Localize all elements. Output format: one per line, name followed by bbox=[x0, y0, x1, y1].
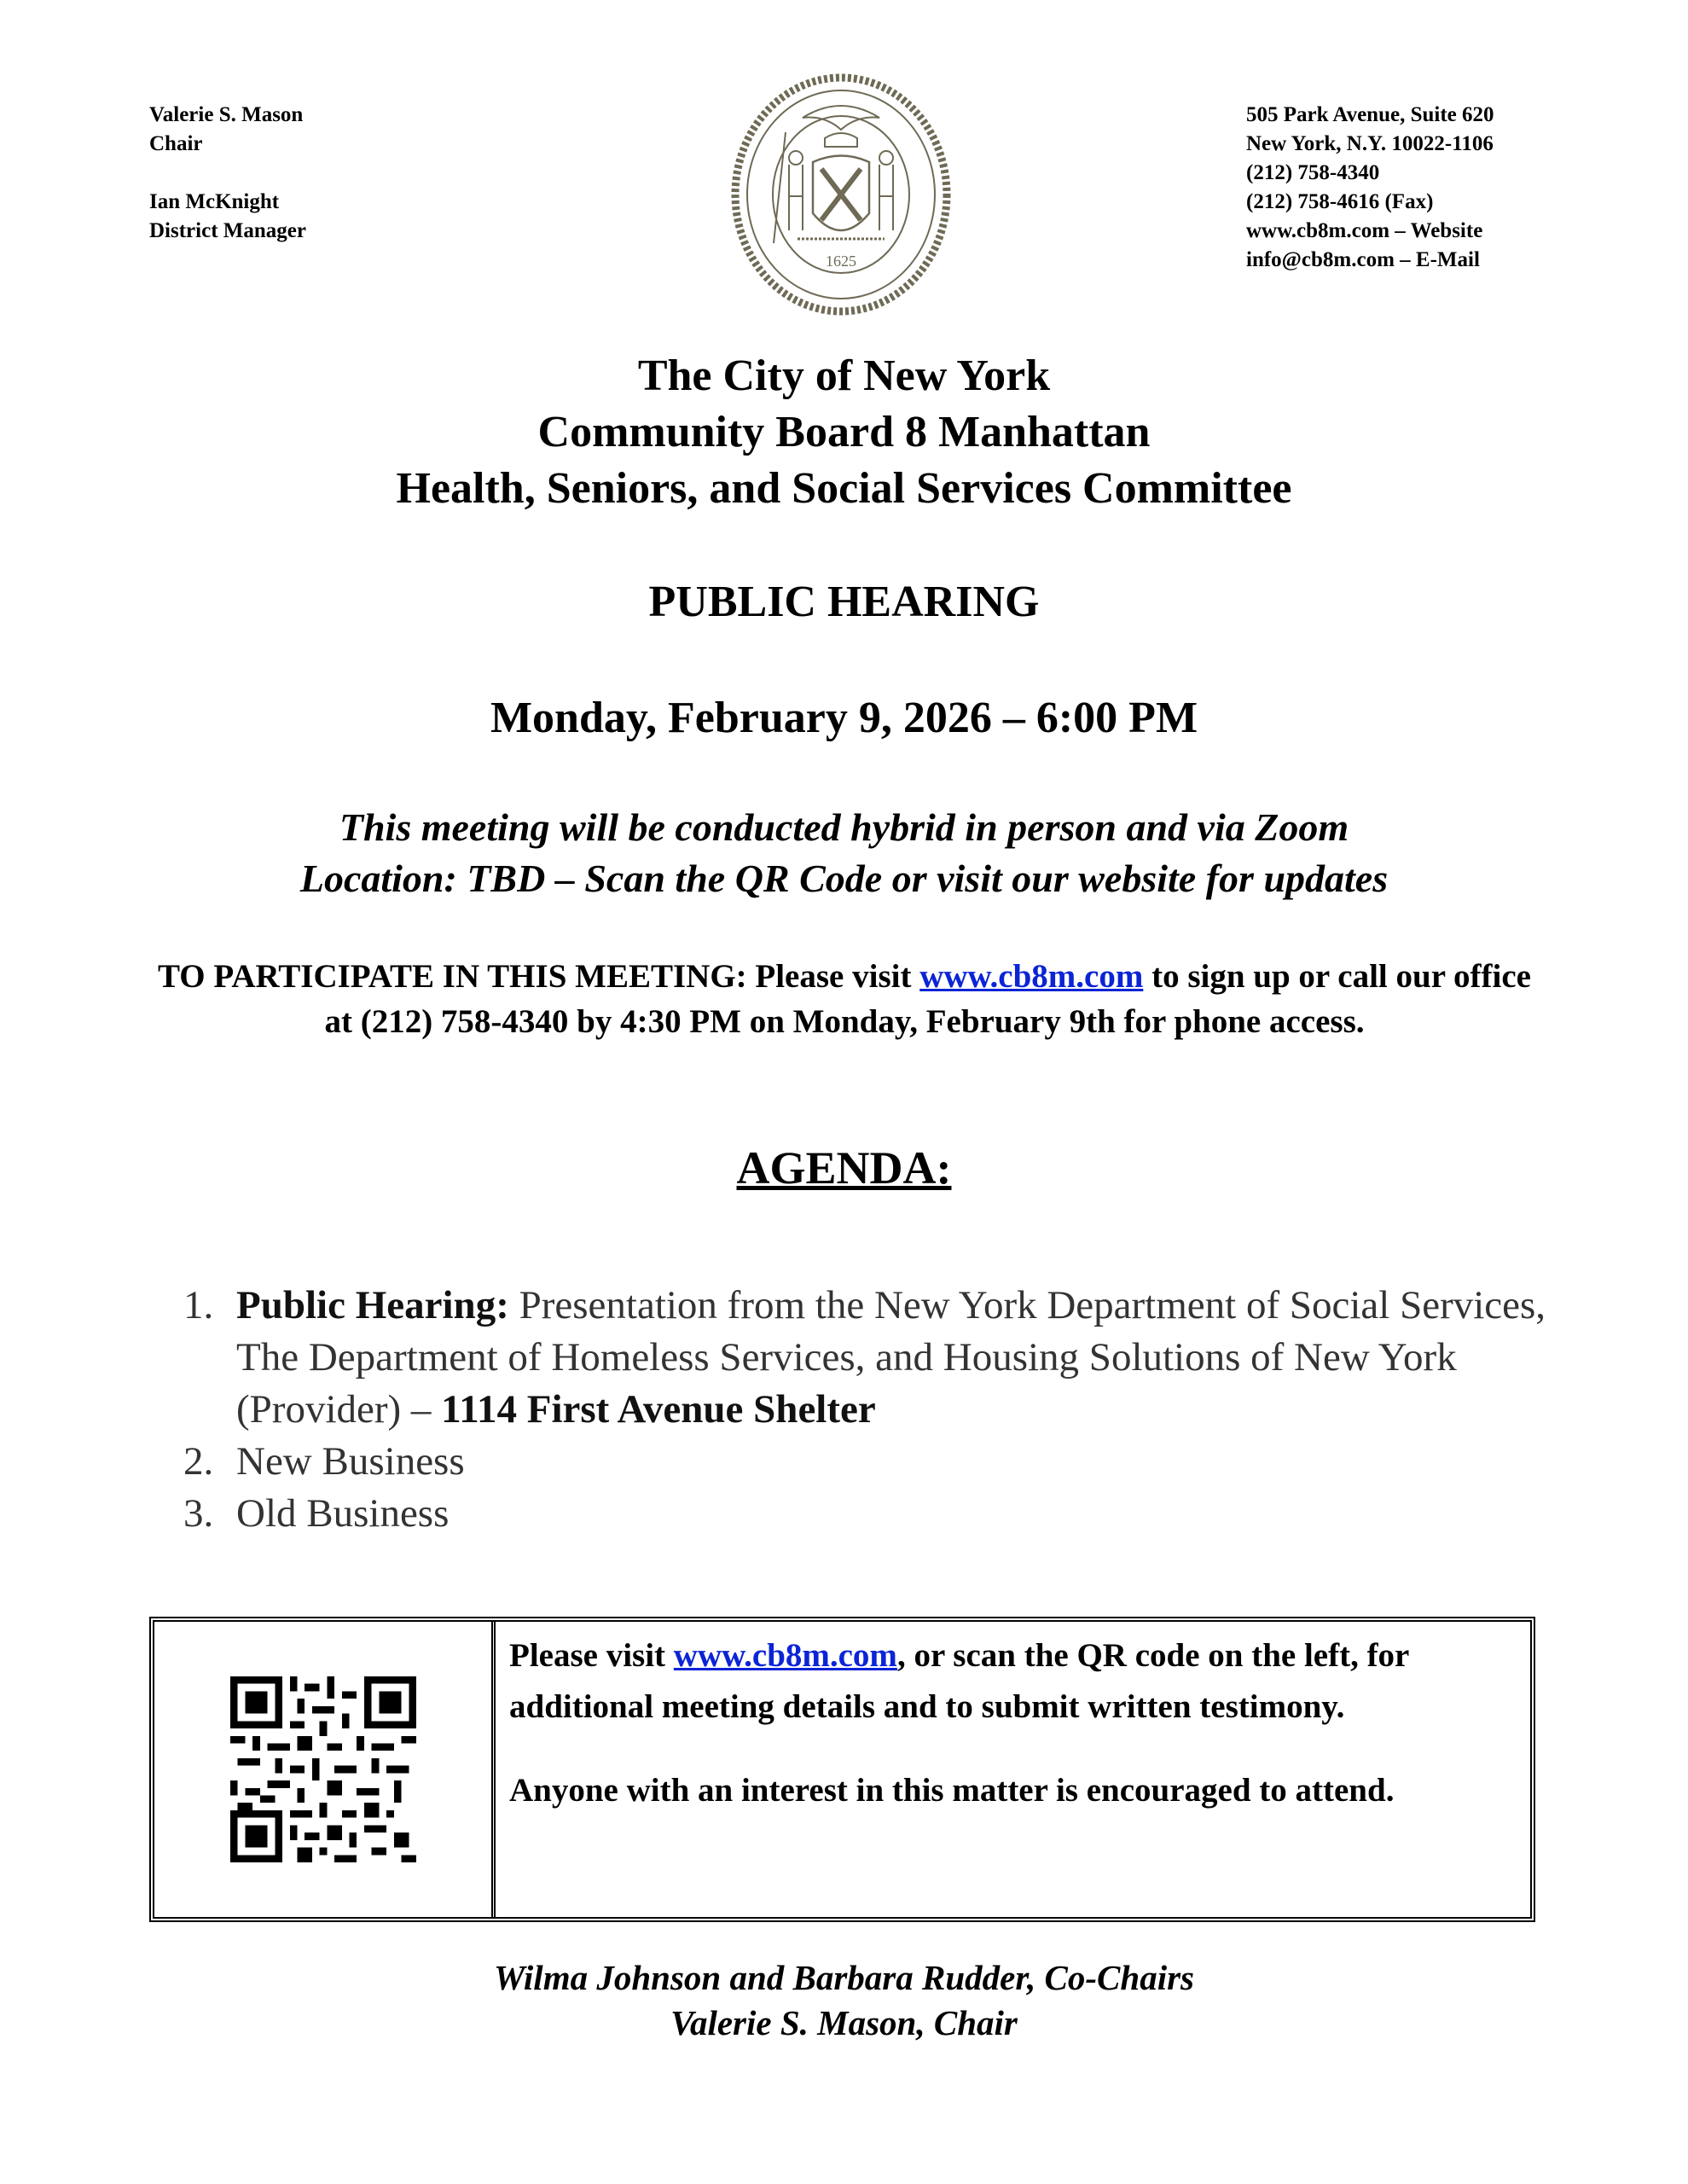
district-manager-title: District Manager bbox=[149, 219, 306, 242]
participate-instructions bbox=[154, 954, 1535, 1044]
fax: (212) 758-4616 (Fax) bbox=[1246, 190, 1434, 213]
meeting-format: This meeting will be conducted hybrid in person and via Zoom bbox=[339, 805, 1349, 849]
agenda-list bbox=[183, 1280, 1548, 1540]
page-title bbox=[0, 348, 1688, 517]
district-manager-name: Ian McKnight bbox=[149, 190, 280, 213]
hearing-label: PUBLIC HEARING bbox=[648, 578, 1040, 626]
chair-title: Chair bbox=[149, 132, 203, 155]
svg-text:1625: 1625 bbox=[826, 253, 856, 270]
qr-cell bbox=[154, 1622, 496, 1917]
header-officers bbox=[149, 101, 306, 246]
agenda-item-lead: Public Hearing: bbox=[236, 1283, 509, 1327]
signature-block bbox=[0, 1955, 1688, 2046]
title-line3: Health, Seniors, and Social Services Committee bbox=[396, 464, 1292, 513]
participate-prefix: TO PARTICIPATE IN THIS MEETING: Please visit bbox=[158, 958, 920, 995]
title-line2: Community Board 8 Manhattan bbox=[537, 408, 1151, 456]
chair-name: Valerie S. Mason bbox=[149, 103, 304, 126]
info-text-cell bbox=[496, 1622, 1530, 1917]
agenda-item: 2. New Business bbox=[183, 1439, 465, 1484]
header-contact bbox=[1246, 101, 1494, 275]
website-link[interactable]: www.cb8m.com bbox=[673, 1637, 897, 1674]
title-line1: The City of New York bbox=[637, 351, 1051, 400]
website: www.cb8m.com – Website bbox=[1246, 219, 1483, 242]
nyc-seal-icon bbox=[729, 68, 953, 316]
info-paragraph-2: Anyone with an interest in this matter is encouraged to attend. bbox=[509, 1772, 1395, 1809]
address-line2: New York, N.Y. 10022-1106 bbox=[1246, 132, 1494, 155]
website-link[interactable]: www.cb8m.com bbox=[919, 958, 1144, 995]
phone: (212) 758-4340 bbox=[1246, 161, 1380, 184]
agenda-heading: AGENDA: bbox=[736, 1142, 952, 1194]
board-chair: Valerie S. Mason, Chair bbox=[670, 2003, 1018, 2042]
email: info@cb8m.com – E-Mail bbox=[1246, 248, 1480, 271]
agenda-item-location: 1114 First Avenue Shelter bbox=[441, 1387, 876, 1432]
agenda-item: 1. Public Hearing: Presentation from the New York Department of Social Services, The Department of Homeless Services, and Housing Solutions of New York (Provider) – 1114 First Avenue Shelter bbox=[183, 1283, 1546, 1432]
qr-code-icon[interactable] bbox=[230, 1676, 416, 1862]
co-chairs: Wilma Johnson and Barbara Rudder, Co-Chairs bbox=[493, 1958, 1195, 1997]
meeting-datetime: Monday, February 9, 2026 – 6:00 PM bbox=[490, 694, 1198, 742]
meeting-location: Location: TBD – Scan the QR Code or visit our website for updates bbox=[299, 857, 1389, 900]
participate-suffix: to sign up or call our office at (212) 758-4340 by 4:30 PM on Monday, February 9th for phone access. bbox=[324, 958, 1531, 1040]
agenda-item: 3. Old Business bbox=[183, 1491, 450, 1536]
info-box bbox=[149, 1617, 1535, 1922]
info-paragraph-1: Please visit www.cb8m.com, or scan the QR code on the left, for additional meeting details and to submit written testimony. bbox=[509, 1637, 1409, 1725]
address-line1: 505 Park Avenue, Suite 620 bbox=[1246, 103, 1494, 126]
meeting-info bbox=[0, 802, 1688, 904]
